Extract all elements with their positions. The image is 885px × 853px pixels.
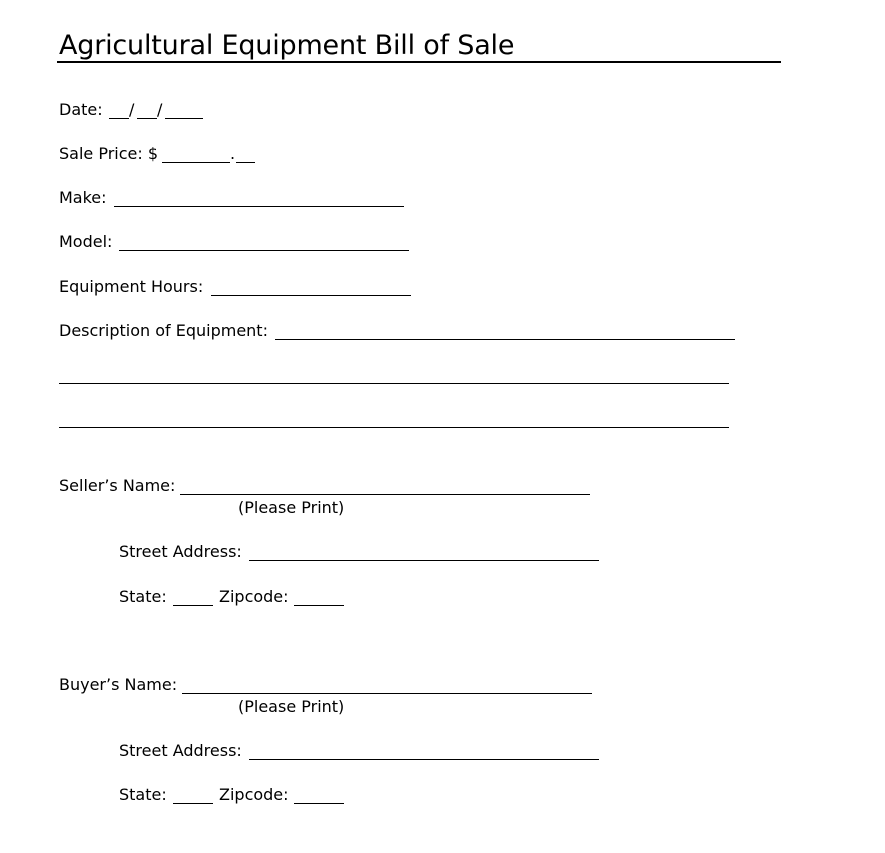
description-blank-2[interactable] <box>59 383 729 384</box>
date-label: Date: <box>59 100 103 119</box>
buyer-state-label: State: <box>119 785 167 804</box>
seller-street-blank[interactable] <box>249 560 599 561</box>
date-slash-2: / <box>157 100 163 119</box>
model-blank[interactable] <box>119 250 409 251</box>
title-underline <box>57 61 781 63</box>
buyer-state-blank[interactable] <box>173 803 213 804</box>
seller-state-blank[interactable] <box>173 605 213 606</box>
seller-zip-blank[interactable] <box>294 605 344 606</box>
sale-price-decimal: . <box>230 144 236 163</box>
date-year-blank[interactable] <box>165 118 203 119</box>
seller-zip-label: Zipcode: <box>219 587 289 606</box>
equipment-hours-blank[interactable] <box>211 295 411 296</box>
seller-state-label: State: <box>119 587 167 606</box>
buyer-zip-blank[interactable] <box>294 803 344 804</box>
seller-name-blank[interactable] <box>180 494 590 495</box>
buyer-zip-label: Zipcode: <box>219 785 289 804</box>
date-month-blank[interactable] <box>109 118 129 119</box>
description-blank-3[interactable] <box>59 427 729 428</box>
make-label: Make: <box>59 188 107 207</box>
date-slash-1: / <box>129 100 135 119</box>
model-label: Model: <box>59 232 113 251</box>
sale-price-cents-blank[interactable] <box>236 162 255 163</box>
seller-name-label: Seller’s Name: <box>59 476 176 495</box>
date-day-blank[interactable] <box>137 118 157 119</box>
seller-print-note: (Please Print) <box>238 498 345 517</box>
description-label: Description of Equipment: <box>59 321 268 340</box>
sale-price-label: Sale Price: $ <box>59 144 159 163</box>
buyer-print-note: (Please Print) <box>238 697 345 716</box>
equipment-hours-label: Equipment Hours: <box>59 277 204 296</box>
sale-price-dollars-blank[interactable] <box>162 162 230 163</box>
description-blank-1[interactable] <box>275 339 735 340</box>
make-blank[interactable] <box>114 206 404 207</box>
buyer-street-label: Street Address: <box>119 741 242 760</box>
buyer-name-label: Buyer’s Name: <box>59 675 178 694</box>
buyer-street-blank[interactable] <box>249 759 599 760</box>
buyer-name-blank[interactable] <box>182 693 592 694</box>
page-title: Agricultural Equipment Bill of Sale <box>59 30 515 61</box>
seller-street-label: Street Address: <box>119 542 242 561</box>
